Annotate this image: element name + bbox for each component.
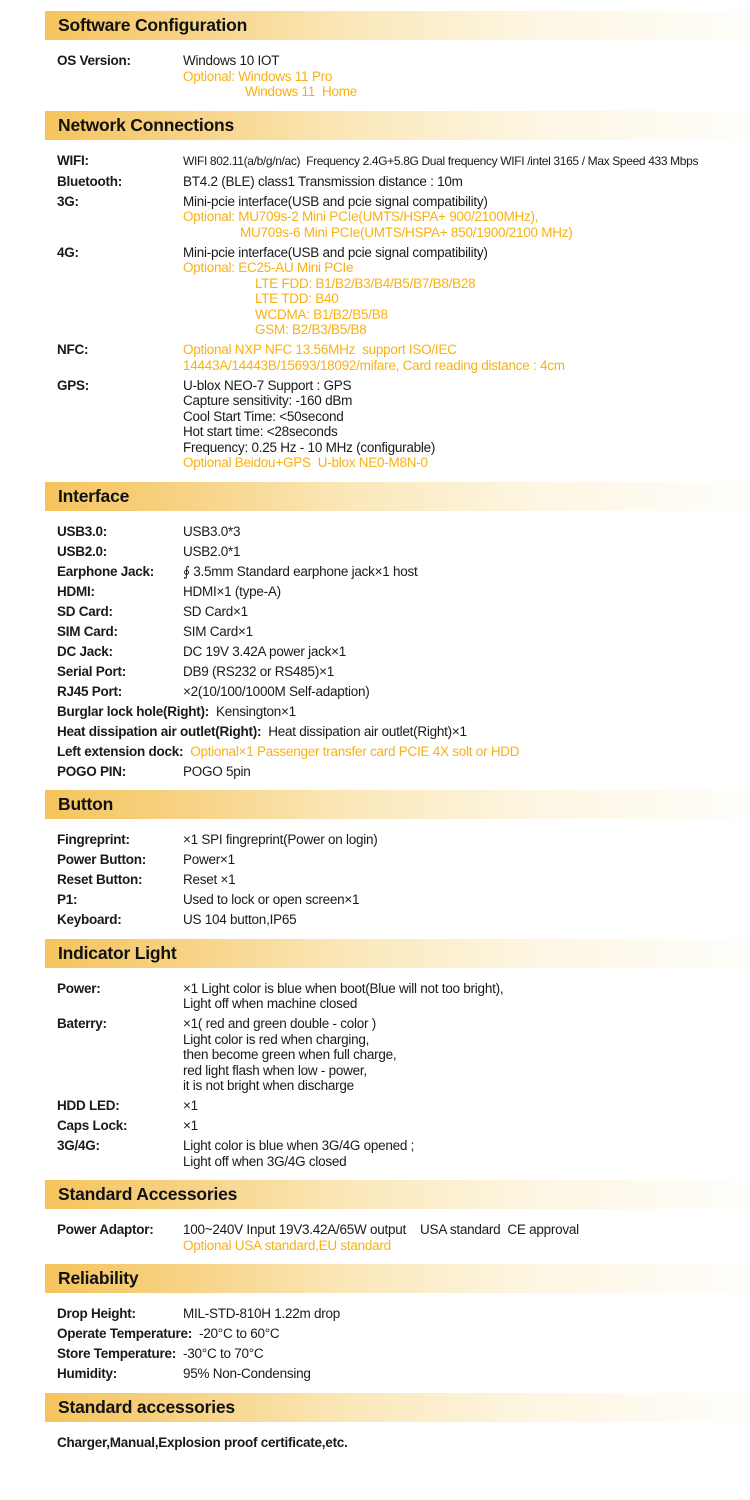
- section-title: Standard accessories: [58, 1396, 235, 1417]
- row-value: [183, 1222, 732, 1253]
- spec-row: [57, 764, 732, 780]
- spec-row: [57, 1366, 732, 1382]
- section-rows: [57, 1435, 732, 1451]
- row-value: [183, 1118, 732, 1134]
- spec-row: [57, 544, 732, 560]
- row-value: [183, 194, 732, 241]
- spec-row: [57, 524, 732, 540]
- row-label: USB3.0:: [57, 523, 108, 539]
- row-label: RJ45 Port:: [57, 683, 123, 699]
- row-label: HDD LED:: [57, 1098, 120, 1113]
- row-value-line: Optional: EC25-AU Mini PCIe: [183, 260, 354, 275]
- row-value-line: 100~240V Input 19V3.42A/65W output USA standard CE approval: [183, 1222, 579, 1237]
- row-value-line: ×1: [183, 1098, 198, 1113]
- row-value-line: Capture sensitivity: -160 dBm: [183, 393, 353, 408]
- spec-row: [57, 1326, 732, 1342]
- accessories-note: Charger,Manual,Explosion proof certificate,etc.: [57, 1434, 348, 1450]
- row-value-line: Mini-pcie interface(USB and pcie signal compatibility): [183, 244, 488, 260]
- spec-row: [57, 604, 732, 620]
- section-header-band: [45, 111, 750, 140]
- row-value: [183, 53, 732, 100]
- spec-row: [57, 981, 732, 1012]
- spec-row: [57, 1306, 732, 1322]
- section-title: Indicator Light: [58, 942, 177, 963]
- row-value-line: Mini-pcie interface(USB and pcie signal compatibility): [183, 193, 488, 209]
- row-value: [183, 524, 732, 540]
- spec-row: [57, 1016, 732, 1094]
- row-value-line: Reset ×1: [183, 872, 236, 887]
- row-label: SD Card:: [57, 603, 113, 619]
- section-rows: [57, 1306, 732, 1382]
- spec-row: [57, 832, 732, 848]
- row-value: [268, 724, 732, 740]
- row-value: [183, 872, 732, 888]
- row-label: Serial Port:: [57, 663, 127, 679]
- row-value-line: US 104 button,IP65: [183, 912, 297, 927]
- row-label: P1:: [57, 892, 78, 907]
- row-value-line: POGO 5pin: [183, 763, 251, 779]
- row-label: Humidity:: [57, 1366, 117, 1381]
- row-value: [183, 1016, 732, 1094]
- row-value-line: Windows 10 IOT: [183, 53, 280, 68]
- row-value-line: then become green when full charge,: [183, 1047, 397, 1062]
- row-value-line: Light off when machine closed: [183, 996, 358, 1011]
- row-value-line: USB3.0*3: [183, 523, 241, 539]
- row-label: Power:: [57, 980, 101, 996]
- row-value-line: Cool Start Time: <50second: [183, 408, 344, 424]
- section-header-band: [45, 1393, 750, 1422]
- spec-section: [0, 1264, 750, 1382]
- section-title: Network Connections: [58, 114, 235, 135]
- row-label: Drop Height:: [57, 1306, 136, 1321]
- row-value: [183, 832, 732, 848]
- spec-row: [57, 153, 732, 170]
- spec-row: [57, 744, 732, 760]
- row-value-line: USB2.0*1: [183, 543, 241, 559]
- spec-row: [57, 564, 732, 580]
- row-value-line: LTE FDD: B1/B2/B3/B4/B5/B7/B8/B28: [255, 275, 476, 291]
- row-value: [183, 604, 732, 620]
- row-value-line: Optional Beidou+GPS U-blox NE0-M8N-0: [183, 455, 428, 470]
- spec-row: [57, 194, 732, 241]
- row-value-line: U-blox NEO-7 Support : GPS: [183, 377, 352, 393]
- row-label: HDMI:: [57, 583, 95, 599]
- row-value: [183, 1306, 732, 1322]
- spec-row: [57, 704, 732, 720]
- row-value-line: ×1: [183, 1118, 198, 1133]
- spec-row: [57, 912, 732, 928]
- section-header-band: [45, 1264, 750, 1293]
- row-value-line: DC 19V 3.42A power jack×1: [183, 643, 346, 659]
- spec-row: [57, 1346, 732, 1362]
- section-header-band: [45, 790, 750, 819]
- row-value: [216, 704, 732, 720]
- row-value-line: red light flash when low - power,: [183, 1062, 367, 1078]
- section-rows: [57, 1222, 732, 1253]
- row-value-line: 95% Non-Condensing: [183, 1366, 311, 1381]
- row-label: Keyboard:: [57, 912, 122, 927]
- row-value-line: Frequency: 0.25 Hz - 10 MHz (configurable): [183, 439, 436, 455]
- section-header-band: [45, 939, 750, 968]
- spec-row: [57, 174, 732, 190]
- row-label: OS Version:: [57, 53, 131, 68]
- row-value: [183, 1098, 732, 1114]
- row-value-line: Light off when 3G/4G closed: [183, 1153, 347, 1169]
- section-rows: [57, 524, 732, 780]
- spec-section: [0, 482, 750, 780]
- row-value-line: Hot start time: <28seconds: [183, 424, 338, 439]
- row-label: Baterry:: [57, 1016, 107, 1031]
- row-value-line: Light color is blue when 3G/4G opened ;: [183, 1138, 415, 1153]
- row-value: [183, 624, 732, 640]
- row-value: [190, 744, 732, 760]
- row-label: 3G/4G:: [57, 1138, 100, 1153]
- section-title: Reliability: [58, 1268, 139, 1288]
- spec-section: [0, 1180, 750, 1253]
- section-rows: [57, 153, 732, 471]
- row-label: Operate Temperature:: [57, 1326, 193, 1341]
- row-value-line: GSM: B2/B3/B5/B8: [255, 322, 367, 337]
- row-value: [183, 684, 732, 700]
- spec-row: [57, 664, 732, 680]
- row-value-line: ×1 Light color is blue when boot(Blue will not too bright),: [183, 980, 504, 996]
- row-value-line: MU709s-6 Mini PCIe(UMTS/HSPA+ 850/1900/2100 MHz): [240, 224, 573, 240]
- row-label: Fingreprint:: [57, 832, 130, 847]
- row-value-line: Optional USA standard,EU standard: [183, 1237, 391, 1253]
- row-value-line: 14443A/14443B/15693/18092/mifare, Card reading distance : 4cm: [183, 357, 565, 373]
- row-value: [183, 981, 732, 1012]
- spec-row: [57, 378, 732, 471]
- row-value-line: Heat dissipation air outlet(Right)×1: [268, 723, 467, 739]
- spec-section: [0, 790, 750, 928]
- spec-section: [0, 111, 750, 471]
- row-label: Burglar lock hole(Right):: [57, 703, 209, 719]
- section-title: Interface: [58, 485, 130, 506]
- section-header-band: [45, 482, 750, 511]
- row-value-line: Windows 11 Home: [245, 84, 358, 99]
- row-value-line: ×1 SPI fingreprint(Power on login): [183, 832, 378, 847]
- row-value-line: Light color is red when charging,: [183, 1031, 370, 1047]
- row-value-line: ×1( red and green double - color ): [183, 1016, 376, 1031]
- row-value-line: HDMI×1 (type-A): [183, 583, 281, 599]
- row-value: [183, 544, 732, 560]
- row-value: [183, 764, 732, 780]
- spec-section: [0, 1393, 750, 1451]
- spec-row: [57, 724, 732, 740]
- row-value: [183, 584, 732, 600]
- row-value: [183, 153, 732, 170]
- spec-row: [57, 872, 732, 888]
- spec-row: [57, 644, 732, 660]
- spec-row: [57, 624, 732, 640]
- row-value-line: Optional×1 Passenger transfer card PCIE 4X solt or HDD: [190, 743, 520, 759]
- row-label: Store Temperature:: [57, 1346, 177, 1361]
- spec-section: [0, 11, 750, 100]
- row-value-line: WIFI 802.11(a/b/g/n/ac) Frequency 2.4G+5.8G Dual frequency WIFI /intel 3165 / Max Speed 433 Mbps: [183, 153, 699, 168]
- row-value: [183, 892, 732, 908]
- row-value: [183, 664, 732, 680]
- row-label: Power Button:: [57, 852, 146, 867]
- row-label: Power Adaptor:: [57, 1222, 154, 1237]
- section-rows: [57, 832, 732, 928]
- section-title: Software Configuration: [58, 15, 248, 35]
- row-value-line: BT4.2 (BLE) class1 Transmission distance : 10m: [183, 173, 463, 189]
- row-value-line: DB9 (RS232 or RS485)×1: [183, 663, 334, 679]
- row-value: [183, 912, 732, 928]
- row-value: [183, 1346, 732, 1362]
- row-label: SIM Card:: [57, 623, 118, 639]
- row-label: POGO PIN:: [57, 763, 127, 779]
- row-label: Left extension dock:: [57, 743, 184, 759]
- spec-section: [0, 939, 750, 1170]
- row-value: [199, 1326, 732, 1342]
- section-title: Button: [58, 794, 114, 814]
- spec-row: [57, 342, 732, 373]
- spec-row: [57, 684, 732, 700]
- row-label: NFC:: [57, 342, 89, 357]
- section-title: Standard Accessories: [58, 1184, 238, 1204]
- row-value-line: SD Card×1: [183, 603, 248, 619]
- row-value-line: ×2(10/100/1000M Self-adaption): [183, 683, 370, 699]
- spec-row: [57, 53, 732, 100]
- row-label: 3G:: [57, 193, 79, 209]
- spec-row: [57, 892, 732, 908]
- row-value: [183, 564, 732, 580]
- row-value: [183, 1138, 732, 1169]
- row-value-line: LTE TDD: B40: [255, 291, 339, 306]
- row-value-line: -20°C to 60°C: [199, 1326, 280, 1341]
- row-value-line: -30°C to 70°C: [183, 1346, 264, 1361]
- row-value: [183, 378, 732, 471]
- row-label: Heat dissipation air outlet(Right):: [57, 723, 262, 739]
- row-label: Caps Lock:: [57, 1118, 128, 1133]
- row-value: [183, 644, 732, 660]
- spec-row: [57, 1118, 732, 1134]
- row-value-line: Kensington×1: [216, 703, 296, 719]
- row-value-line: MIL-STD-810H 1.22m drop: [183, 1306, 341, 1321]
- spec-row: [57, 245, 732, 338]
- row-label: 4G:: [57, 244, 79, 260]
- row-value-line: WCDMA: B1/B2/B5/B8: [255, 306, 388, 322]
- spec-row: [57, 852, 732, 868]
- row-value: [183, 1366, 732, 1382]
- row-value-line: ∮ 3.5mm Standard earphone jack×1 host: [183, 563, 418, 579]
- spec-row: [57, 1138, 732, 1169]
- section-rows: [57, 53, 732, 100]
- row-value-line: it is not bright when discharge: [183, 1078, 354, 1093]
- row-value: [183, 852, 732, 868]
- spec-row: [57, 1222, 732, 1253]
- row-label: USB2.0:: [57, 543, 108, 559]
- section-header-band: [45, 11, 750, 40]
- row-label: Earphone Jack:: [57, 563, 155, 579]
- row-label: Reset Button:: [57, 872, 143, 887]
- row-value: [183, 342, 732, 373]
- section-header-band: [45, 1180, 750, 1209]
- row-value-line: SIM Card×1: [183, 623, 253, 639]
- spec-row: [57, 1098, 732, 1114]
- row-label: Bluetooth:: [57, 173, 122, 189]
- row-value-line: Optional NXP NFC 13.56MHz support ISO/IEC: [183, 342, 457, 357]
- row-value-line: Power×1: [183, 852, 235, 867]
- row-label: GPS:: [57, 377, 90, 393]
- row-value-line: Optional: MU709s-2 Mini PCIe(UMTS/HSPA+ 900/2100MHz),: [183, 209, 539, 224]
- row-value-line: Used to lock or open screen×1: [183, 892, 360, 907]
- row-label: WIFI:: [57, 152, 89, 168]
- row-value: [183, 174, 732, 190]
- row-label: DC Jack:: [57, 643, 113, 659]
- section-rows: [57, 981, 732, 1170]
- row-value: [183, 245, 732, 338]
- row-value-line: Optional: Windows 11 Pro: [183, 68, 333, 84]
- spec-row: [57, 584, 732, 600]
